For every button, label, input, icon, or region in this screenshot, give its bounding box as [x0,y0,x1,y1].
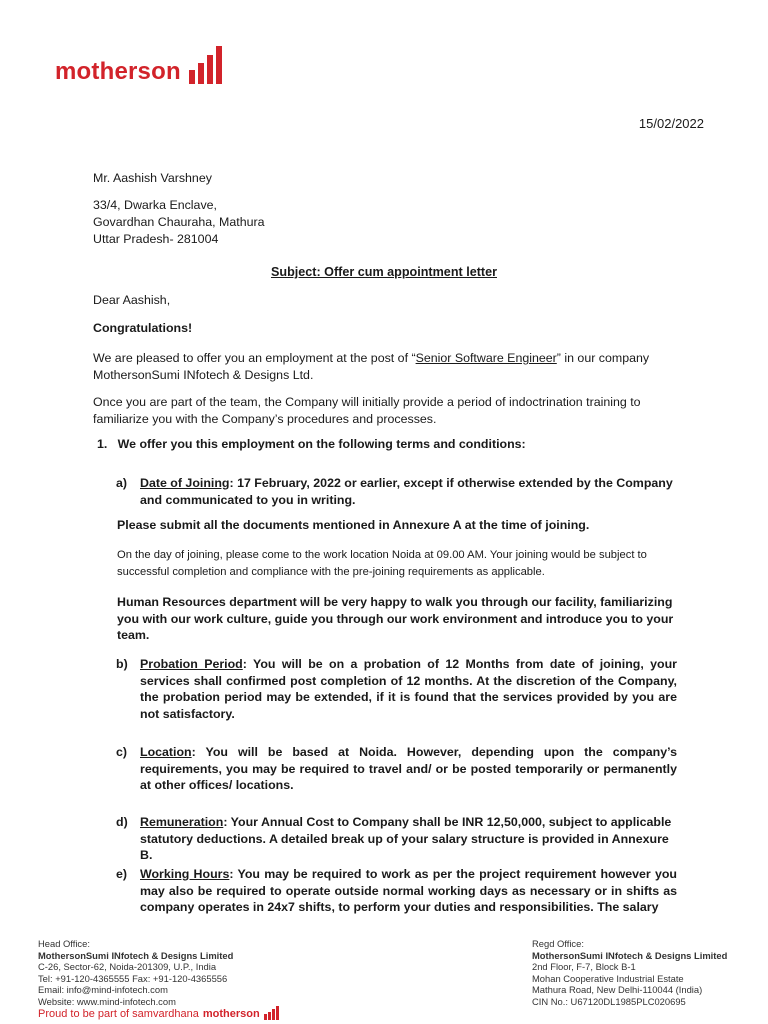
docs-text: Please submit all the documents mentioned in [117,518,393,532]
item-working-hours [116,866,677,916]
logo-bars-icon [186,44,222,84]
address-line: Uttar Pradesh- 281004 [93,232,219,246]
footer-line: Tel: +91-120-4365555 Fax: +91-120-4365556 [38,972,228,984]
tagline-brand: motherson [202,1008,260,1020]
terms-number: 1. [97,437,108,451]
recipient-address [93,197,265,248]
footer-line: Mathura Road, New Delhi-110044 (India) [532,984,703,996]
footer-line: Mohan Cooperative Industrial Estate [532,972,684,984]
item-label: b) [116,657,128,671]
congratulations: Congratulations! [93,321,193,335]
item-location [116,744,677,794]
subject-line: Subject: Offer cum appointment letter [270,265,497,279]
item-remuneration [116,814,677,864]
head-office-footer [38,938,233,1008]
item-title: Remuneration [140,815,224,829]
item-text: : 17 February, 2022 or earlier, except if otherwise extended by the Company and communicated to you in writing. [140,476,673,507]
salutation: Dear Aashish, [93,293,171,307]
offer-paragraph [93,350,683,383]
item-title: Location [140,745,192,759]
letter-date: 15/02/2022 [638,116,704,131]
item-text: : Your Annual Cost to Company shall be INR 12,50,000, subject to applicable statutory deductions. A detailed break up of your salary structure is provided in [140,815,672,846]
tagline-text: Proud to be part of samvardhana [38,1008,199,1020]
joining-day-paragraph: On the day of joining, please come to the work location Noida at 09.00 AM. Your joining would be subject to successful completion and compliance with the pre-joining requirements as applicable. [117,549,647,578]
footer-tagline [38,1006,279,1020]
address-line: Govardhan Chauraha, Mathura [93,215,265,229]
docs-text-end: at the time of joining. [461,518,590,532]
footer-line: Email: info@mind-infotech.com [38,984,168,996]
footer-line: Website: www.mind-infotech.com [38,995,176,1007]
item-label: a) [116,476,128,490]
footer-line: CIN No.: U67120DL1985PLC020695 [532,995,686,1007]
item-text: : You will be on a probation of 12 Months from date of joining, your services shall confirmed post completion of 12 months. At the discretion of the Company, the probation period may be extended, if it is found that the services provided by you are not satisfactory. [140,657,677,721]
regd-office-footer [532,938,727,1008]
documents-note [117,517,677,534]
footer-heading: Regd Office: [532,938,584,949]
terms-text: We offer you this employment on the following terms and conditions: [117,437,526,451]
docs-annexure: Annexure A [392,518,462,532]
item-title: Date of Joining [140,476,230,490]
address-line: 33/4, Dwarka Enclave, [93,198,217,212]
footer-heading: Head Office: [38,938,90,949]
terms-heading [97,436,687,453]
hr-paragraph: Human Resources department will be very happy to walk you through our facility, familiarizing you with our work culture, guide you through our work environment and introduce you to your team. [117,595,674,642]
item-date-of-joining [116,475,680,508]
logo-text: motherson [55,58,181,85]
remuneration-annexure: Annexure B [140,831,669,862]
item-title: Probation Period [140,657,243,671]
item-text: : You will be based at Noida. However, depending upon the company’s requirements, you may be required to travel and/ or be posted temporarily or permanently at other offices/ locations. [140,745,677,792]
offer-text: We are pleased to offer you an employment at the post of “ [93,351,416,365]
footer-company: MothersonSumi INfotech & Designs Limited [532,949,728,961]
footer-line: C-26, Sector-62, Noida-201309, U.P., India [38,961,217,973]
offer-text-end: ” in our company MothersonSumi INfotech & Designs Ltd. [93,351,650,382]
item-label: e) [116,867,128,881]
item-probation-period [116,656,677,722]
item-label: c) [116,745,128,759]
item-label: d) [116,815,128,829]
footer-company: MothersonSumi INfotech & Designs Limited [38,949,234,961]
team-paragraph: Once you are part of the team, the Company will initially provide a period of indoctrination training to familiarize you with the Company’s procedures and processes. [93,395,641,426]
post-title: Senior Software Engineer [415,351,557,365]
motherson-logo [55,44,222,84]
footer-line: 2nd Floor, F-7, Block B-1 [532,961,636,973]
item-text-end: . [148,848,153,862]
item-text: : You may be required to work as per the project requirement however you may also be required to operate outside normal working days as necessary or in shifts as company operates in 24x7 shifts, to perform your duties and responsibilities. The salary [140,867,677,914]
tagline-logo-icon [263,1006,279,1020]
recipient-name: Mr. Aashish Varshney [93,171,212,185]
item-title: Working Hours [140,867,230,881]
